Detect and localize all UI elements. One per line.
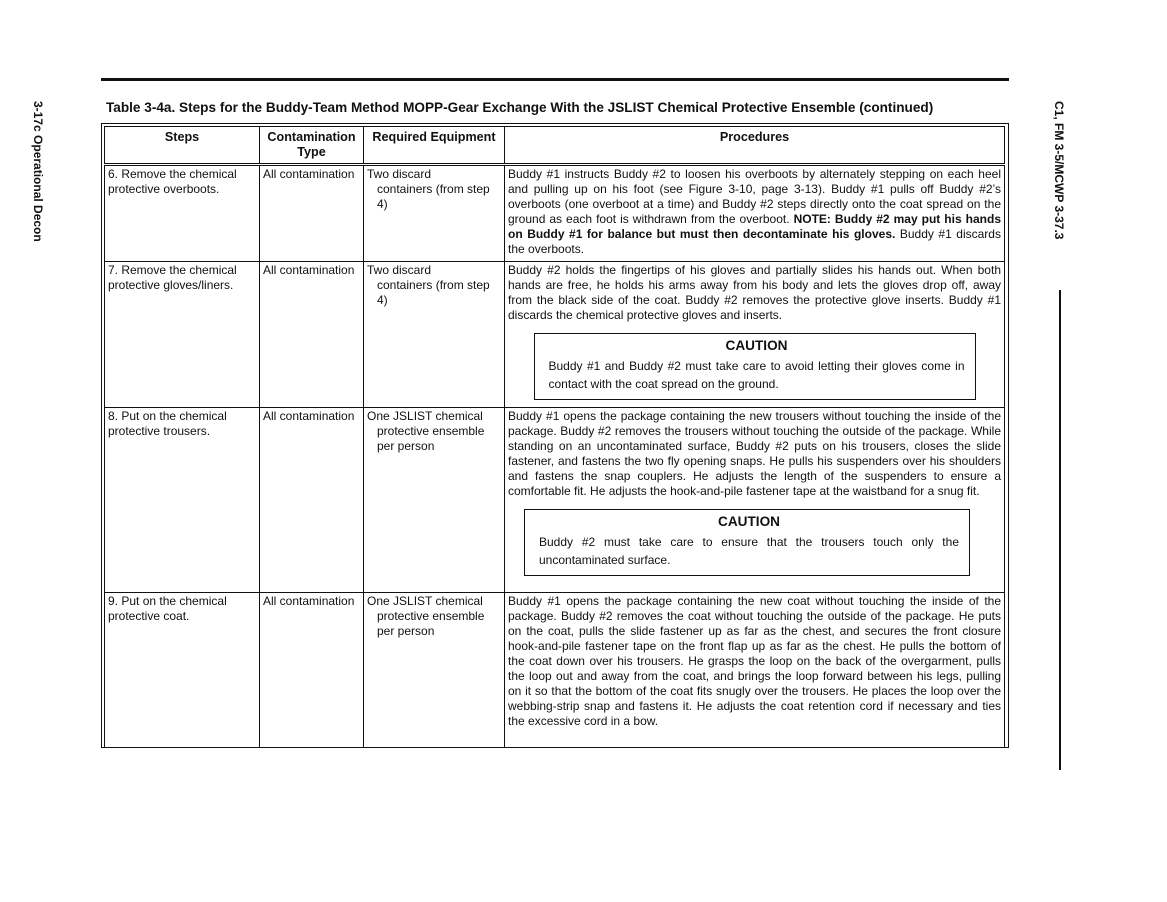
table-row [105, 262, 1005, 408]
equipment-cell [364, 593, 505, 748]
equipment-cell [364, 408, 505, 593]
procedure-text-end: Buddy #1 discards the overboots. [508, 227, 1001, 256]
contamination-cell: All contamination [260, 262, 364, 408]
contamination-cell: All contamination [260, 593, 364, 748]
procedure-table [104, 126, 1005, 748]
header-contamination-type: Contamination Type [260, 127, 364, 165]
caution-box [534, 333, 976, 400]
equipment-line-1: Two discard [367, 263, 432, 277]
right-margin-header [1040, 101, 1090, 301]
procedure-cell [505, 262, 1005, 408]
step-cell: 6. Remove the chemical protective overboots. [105, 165, 260, 262]
equipment-line-1: Two discard [367, 167, 432, 181]
equipment-cell [364, 262, 505, 408]
header-procedures: Procedures [505, 127, 1005, 165]
top-rule [101, 78, 1009, 81]
document-id-label: C1, FM 3-5/MCWP 3-37.3 [1052, 101, 1066, 240]
procedure-cell [505, 165, 1005, 262]
table-row [105, 165, 1005, 262]
equipment-line-1: One JSLIST chemical [367, 409, 483, 423]
table-row [105, 408, 1005, 593]
table-row [105, 593, 1005, 748]
header-required-equipment: Required Equipment [364, 127, 505, 165]
step-cell: 7. Remove the chemical protective gloves/liners. [105, 262, 260, 408]
procedure-cell: Buddy #1 opens the package containing the new coat without touching the inside of the package. Buddy #2 removes the coat without touching the outside of the package. He puts on the coat, pulls the slide fastener up as far as the chest, and secures the front closure hook-and-pile fastener tape on the front flap up as far as the chest. He pulls the bottom of the coat down over his trousers. He grasps the loop on the back of the overgarment, pulls the loop out and away from the coat, and brings the loop forward between his legs, pulling on it so that the bottom of the coat fits snugly over the trousers. He places the loop over the webbing-strip snap and fastens it. He adjusts the coat retention cord if necessary and ties the excessive cord in a bow. [505, 593, 1005, 748]
procedure-cell [505, 408, 1005, 593]
caution-box [524, 509, 970, 576]
step-cell: 8. Put on the chemical protective trousers. [105, 408, 260, 593]
caution-title: CAUTION [725, 338, 788, 353]
caution-text: Buddy #2 must take care to ensure that the trousers touch only the uncontaminated surface. [539, 535, 959, 567]
table-title: Table 3-4a. Steps for the Buddy-Team Method MOPP-Gear Exchange With the JSLIST Chemical Protective Ensemble (continued) [106, 100, 934, 115]
right-change-bar [1059, 290, 1061, 770]
caution-text: Buddy #1 and Buddy #2 must take care to avoid letting their gloves come in contact with the coat spread on the ground. [548, 359, 965, 391]
table-header-row [105, 127, 1005, 165]
contamination-cell: All contamination [260, 165, 364, 262]
procedure-text: Buddy #1 instructs Buddy #2 to loosen his overboots by alternately stepping on each heel and pulling up on his foot (see Figure 3-10, page 3-13). Buddy #1 pulls off Buddy #2’s overboots (one overboot at a time) and Buddy #2 steps directly onto the coat spread on the ground as each foot is withdrawn from the overboot. [508, 167, 1001, 226]
equipment-line-2: containers (from step 4) [377, 278, 490, 307]
header-steps: Steps [105, 127, 260, 165]
page-section-label: 3-17c Operational Decon [31, 101, 45, 242]
left-margin-header [20, 101, 70, 301]
procedure-text: Buddy #1 opens the package containing the new trousers without touching the inside of the package. Buddy #2 removes the trousers without touching the outside of the package. While standing on an uncontaminated surface, Buddy #2 puts on his trousers, closes the slide fastener, and fastens the two fly opening snaps. He pulls his suspenders over his shoulders and fastens the snap couplers. He adjusts the length of the suspenders to ensure a comfortable fit. He adjusts the hook-and-pile fastener tape at the waistband for a snug fit. [508, 409, 1001, 498]
equipment-line-2: protective ensemble per person [377, 424, 485, 453]
procedure-text: Buddy #2 holds the fingertips of his gloves and partially slides his hands out. When both hands are free, he holds his arms away from his body and lets the gloves drop off, away from the black side of the coat. Buddy #2 removes the protective glove inserts. Buddy #1 discards the chemical protective gloves and inserts. [508, 263, 1001, 322]
caution-title: CAUTION [718, 514, 780, 529]
equipment-line-1: One JSLIST chemical [367, 594, 483, 608]
equipment-line-2: containers (from step 4) [377, 182, 490, 211]
equipment-cell [364, 165, 505, 262]
procedure-note: NOTE: Buddy #2 may put his hands on Buddy #1 for balance but must then decontaminate his gloves. [508, 212, 1001, 241]
step-cell: 9. Put on the chemical protective coat. [105, 593, 260, 748]
equipment-line-2: protective ensemble per person [377, 609, 485, 638]
contamination-cell: All contamination [260, 408, 364, 593]
